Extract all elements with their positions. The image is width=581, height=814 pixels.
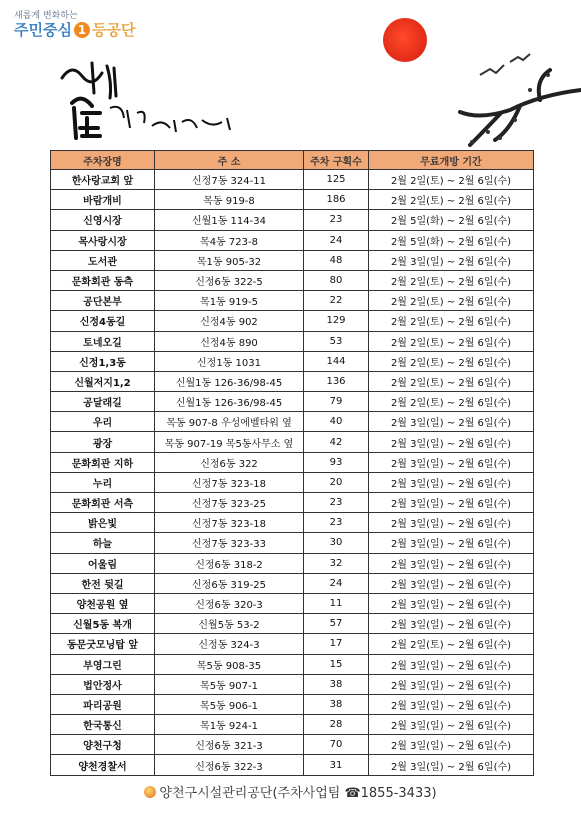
free-period: 2월 3일(일) ~ 2월 6일(수) (369, 452, 534, 472)
parking-spaces: 42 (304, 432, 369, 452)
parking-lot-address: 목동 919-8 (155, 190, 304, 210)
parking-lot-address: 신정6동 321-3 (155, 735, 304, 755)
parking-lot-name: 우리 (51, 412, 155, 432)
column-header-address: 주 소 (155, 151, 304, 170)
parking-lot-address: 목1동 924-1 (155, 715, 304, 735)
parking-lot-address: 신정6동 322 (155, 452, 304, 472)
parking-lot-address: 신정6동 320-3 (155, 593, 304, 613)
table-row (51, 452, 534, 472)
table-row (51, 311, 534, 331)
parking-lot-name: 광장 (51, 432, 155, 452)
free-period: 2월 2일(토) ~ 2월 6일(수) (369, 291, 534, 311)
table-row (51, 513, 534, 533)
free-period: 2월 3일(일) ~ 2월 6일(수) (369, 513, 534, 533)
parking-spaces: 53 (304, 331, 369, 351)
parking-lot-name: 한전 뒷길 (51, 573, 155, 593)
parking-lot-name: 누리 (51, 472, 155, 492)
parking-spaces: 23 (304, 513, 369, 533)
free-period: 2월 3일(일) ~ 2월 6일(수) (369, 573, 534, 593)
free-period: 2월 3일(일) ~ 2월 6일(수) (369, 694, 534, 714)
parking-lot-name: 부영그린 (51, 654, 155, 674)
plum-branch-birds-illustration (360, 50, 581, 150)
parking-lot-name: 한국통신 (51, 715, 155, 735)
table-row (51, 392, 534, 412)
parking-lot-address: 신정7동 323-25 (155, 493, 304, 513)
parking-spaces: 125 (304, 170, 369, 190)
parking-lot-address: 신월1동 114-34 (155, 210, 304, 230)
parking-lot-address: 신정7동 324-11 (155, 170, 304, 190)
parking-lot-name: 목사랑시장 (51, 230, 155, 250)
parking-lot-name: 공달래길 (51, 392, 155, 412)
parking-lot-address: 목1동 905-32 (155, 250, 304, 270)
free-period: 2월 3일(일) ~ 2월 6일(수) (369, 593, 534, 613)
parking-lot-name: 신정1,3동 (51, 351, 155, 371)
slogan-suffix: 등공단 (91, 21, 136, 39)
parking-spaces: 93 (304, 452, 369, 472)
free-period: 2월 3일(일) ~ 2월 6일(수) (369, 614, 534, 634)
parking-spaces: 129 (304, 311, 369, 331)
free-period: 2월 2일(토) ~ 2월 6일(수) (369, 371, 534, 391)
parking-lot-address: 신정동 324-3 (155, 634, 304, 654)
parking-lot-address: 목동 907-19 목5동사무소 옆 (155, 432, 304, 452)
table-row (51, 331, 534, 351)
parking-spaces: 20 (304, 472, 369, 492)
free-period: 2월 2일(토) ~ 2월 6일(수) (369, 392, 534, 412)
parking-spaces: 23 (304, 210, 369, 230)
parking-spaces: 38 (304, 694, 369, 714)
parking-spaces: 70 (304, 735, 369, 755)
parking-spaces: 38 (304, 674, 369, 694)
table-row (51, 190, 534, 210)
parking-spaces: 22 (304, 291, 369, 311)
table-row (51, 573, 534, 593)
parking-lot-name: 공단본부 (51, 291, 155, 311)
parking-spaces: 136 (304, 371, 369, 391)
free-period: 2월 2일(토) ~ 2월 6일(수) (369, 190, 534, 210)
parking-lot-name: 문화회관 지하 (51, 452, 155, 472)
parking-lot-address: 신정7동 323-33 (155, 533, 304, 553)
table-row (51, 755, 534, 775)
table-row (51, 371, 534, 391)
parking-lot-address: 목5동 908-35 (155, 654, 304, 674)
parking-lot-name: 어울림 (51, 553, 155, 573)
free-period: 2월 2일(토) ~ 2월 6일(수) (369, 351, 534, 371)
parking-lot-name: 문화회관 서측 (51, 493, 155, 513)
parking-lot-address: 신정1동 1031 (155, 351, 304, 371)
parking-lot-address: 신정6동 322-5 (155, 270, 304, 290)
parking-lot-address: 신정7동 323-18 (155, 513, 304, 533)
free-period: 2월 3일(일) ~ 2월 6일(수) (369, 553, 534, 573)
parking-spaces: 144 (304, 351, 369, 371)
table-row (51, 553, 534, 573)
table-row (51, 170, 534, 190)
table-row (51, 593, 534, 613)
parking-spaces: 79 (304, 392, 369, 412)
free-period: 2월 3일(일) ~ 2월 6일(수) (369, 674, 534, 694)
free-period: 2월 3일(일) ~ 2월 6일(수) (369, 735, 534, 755)
parking-lot-name: 양천경찰서 (51, 755, 155, 775)
table-row (51, 674, 534, 694)
free-period: 2월 5일(화) ~ 2월 6일(수) (369, 230, 534, 250)
parking-lot-name: 도서관 (51, 250, 155, 270)
column-header-period: 무료개방 기간 (369, 151, 534, 170)
parking-spaces: 15 (304, 654, 369, 674)
column-header-name: 주차장명 (51, 151, 155, 170)
parking-lot-address: 목4동 723-8 (155, 230, 304, 250)
parking-lot-address: 신월1동 126-36/98-45 (155, 371, 304, 391)
parking-spaces: 186 (304, 190, 369, 210)
table-row (51, 694, 534, 714)
parking-spaces: 40 (304, 412, 369, 432)
slogan-prefix: 주민중심 (14, 21, 72, 39)
free-period: 2월 3일(일) ~ 2월 6일(수) (369, 432, 534, 452)
table-row (51, 270, 534, 290)
parking-lot-name: 동문굿모닝탑 앞 (51, 634, 155, 654)
parking-lot-name: 토네오길 (51, 331, 155, 351)
free-period: 2월 3일(일) ~ 2월 6일(수) (369, 412, 534, 432)
parking-spaces: 24 (304, 230, 369, 250)
table-row (51, 715, 534, 735)
parking-table-container (50, 150, 533, 776)
table-row (51, 654, 534, 674)
table-row (51, 291, 534, 311)
parking-spaces: 31 (304, 755, 369, 775)
parking-spaces: 17 (304, 634, 369, 654)
parking-lot-name: 하늘 (51, 533, 155, 553)
parking-lot-address: 목동 907-8 우성에벨타워 옆 (155, 412, 304, 432)
parking-lot-address: 신정4동 902 (155, 311, 304, 331)
free-period: 2월 2일(토) ~ 2월 6일(수) (369, 311, 534, 331)
parking-spaces: 48 (304, 250, 369, 270)
parking-lot-name: 양천공원 옆 (51, 593, 155, 613)
free-period: 2월 3일(일) ~ 2월 6일(수) (369, 250, 534, 270)
parking-lot-name: 파리공원 (51, 694, 155, 714)
footer-contact (0, 782, 581, 801)
free-period: 2월 2일(토) ~ 2월 6일(수) (369, 270, 534, 290)
table-row (51, 472, 534, 492)
parking-spaces: 24 (304, 573, 369, 593)
free-parking-table (50, 150, 534, 776)
free-period: 2월 3일(일) ~ 2월 6일(수) (369, 533, 534, 553)
free-period: 2월 2일(토) ~ 2월 6일(수) (369, 634, 534, 654)
table-row (51, 230, 534, 250)
free-period: 2월 2일(토) ~ 2월 6일(수) (369, 170, 534, 190)
parking-lot-address: 신정4동 890 (155, 331, 304, 351)
parking-lot-name: 신정4동길 (51, 311, 155, 331)
parking-spaces: 30 (304, 533, 369, 553)
free-period: 2월 3일(일) ~ 2월 6일(수) (369, 715, 534, 735)
slogan-number-badge: 1 (74, 22, 90, 38)
parking-lot-address: 목1동 919-5 (155, 291, 304, 311)
table-row (51, 533, 534, 553)
parking-lot-name: 신월저지1,2 (51, 371, 155, 391)
table-header-row (51, 151, 534, 170)
parking-spaces: 23 (304, 493, 369, 513)
table-row (51, 614, 534, 634)
parking-lot-name: 법안정사 (51, 674, 155, 694)
table-row (51, 634, 534, 654)
parking-lot-address: 목5동 906-1 (155, 694, 304, 714)
parking-spaces: 80 (304, 270, 369, 290)
parking-lot-address: 신정6동 318-2 (155, 553, 304, 573)
column-header-spaces: 주차 구획수 (304, 151, 369, 170)
parking-lot-address: 신월1동 126-36/98-45 (155, 392, 304, 412)
parking-lot-name: 바람개비 (51, 190, 155, 210)
parking-lot-address: 신정6동 322-3 (155, 755, 304, 775)
table-row (51, 351, 534, 371)
table-row (51, 250, 534, 270)
new-year-calligraphy-artwork (52, 58, 252, 143)
free-period: 2월 3일(일) ~ 2월 6일(수) (369, 493, 534, 513)
agency-logo-icon (144, 786, 156, 798)
free-period: 2월 3일(일) ~ 2월 6일(수) (369, 755, 534, 775)
parking-lot-name: 밝은빛 (51, 513, 155, 533)
parking-lot-name: 한사랑교회 앞 (51, 170, 155, 190)
parking-lot-name: 신월5동 복개 (51, 614, 155, 634)
parking-lot-name: 양천구청 (51, 735, 155, 755)
free-period: 2월 3일(일) ~ 2월 6일(수) (369, 472, 534, 492)
parking-lot-name: 신영시장 (51, 210, 155, 230)
slogan-main (14, 19, 135, 40)
table-row (51, 412, 534, 432)
table-row (51, 735, 534, 755)
free-period: 2월 2일(토) ~ 2월 6일(수) (369, 331, 534, 351)
parking-spaces: 32 (304, 553, 369, 573)
table-row (51, 493, 534, 513)
free-period: 2월 5일(화) ~ 2월 6일(수) (369, 210, 534, 230)
header-banner (0, 0, 581, 150)
parking-lot-address: 목5동 907-1 (155, 674, 304, 694)
parking-spaces: 11 (304, 593, 369, 613)
parking-lot-address: 신정7동 323-18 (155, 472, 304, 492)
free-period: 2월 3일(일) ~ 2월 6일(수) (369, 654, 534, 674)
parking-lot-address: 신정6동 319-25 (155, 573, 304, 593)
parking-spaces: 57 (304, 614, 369, 634)
table-row (51, 210, 534, 230)
parking-lot-name: 문화회관 동측 (51, 270, 155, 290)
slogan-small: 새롭게 변화하는 (14, 11, 78, 21)
parking-spaces: 28 (304, 715, 369, 735)
parking-lot-address: 신월5동 53-2 (155, 614, 304, 634)
table-row (51, 432, 534, 452)
footer-text: 양천구시설관리공단(주차사업팀 ☎1855-3433) (159, 786, 437, 801)
